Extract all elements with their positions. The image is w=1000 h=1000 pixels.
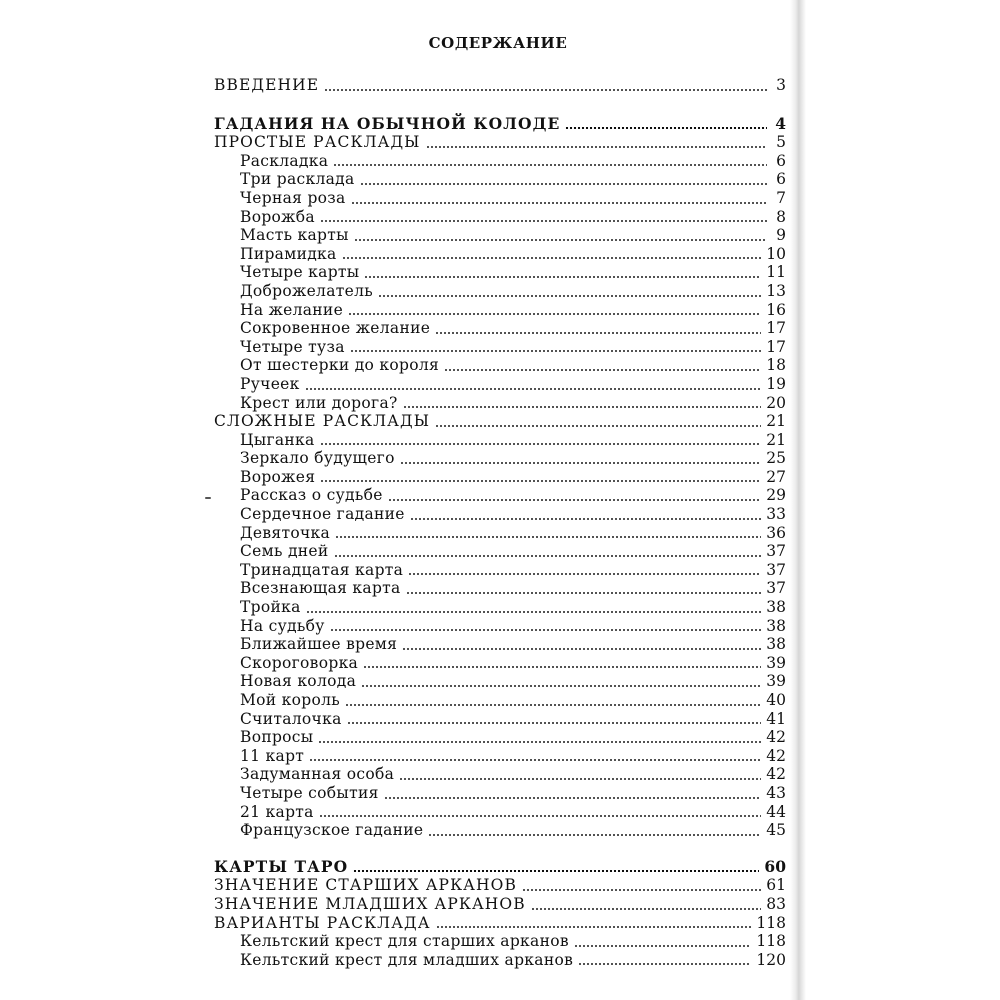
dot-leader: [330, 629, 762, 631]
dot-leader: [565, 127, 767, 129]
toc-page-number: 43: [766, 783, 786, 802]
toc-page-number: 44: [766, 802, 786, 821]
toc-section-entry: [214, 412, 786, 431]
toc-entry: [214, 486, 786, 505]
toc-entry: [214, 542, 786, 561]
toc-entry: [214, 301, 786, 320]
dot-leader: [351, 202, 767, 204]
page-title: СОДЕРЖАНИЕ: [428, 34, 568, 52]
dot-leader: [347, 722, 762, 724]
toc-page-number: 7: [776, 188, 786, 207]
dot-leader: [402, 648, 761, 650]
toc-page-number: 5: [776, 133, 786, 152]
toc-page-number: 41: [766, 709, 786, 728]
toc-entry-title: Ближайшее время: [240, 635, 398, 654]
dot-leader: [426, 146, 768, 148]
toc-entry-title: Мой король: [240, 691, 341, 709]
toc-page-number: 42: [766, 765, 786, 784]
dot-leader: [388, 499, 762, 501]
toc-entry: [214, 468, 786, 487]
toc-entry: [214, 654, 786, 673]
dot-leader: [384, 797, 762, 799]
toc-entry-title: ЗНАЧЕНИЕ МЛАДШИХ АРКАНОВ: [214, 894, 526, 913]
dot-leader: [334, 555, 762, 557]
toc-page-number: 25: [766, 449, 786, 468]
toc-entry: [214, 951, 786, 970]
dot-leader: [436, 926, 752, 928]
dot-leader: [410, 518, 762, 520]
dot-leader: [408, 573, 761, 575]
toc-entry: [214, 710, 786, 729]
toc-entry-title: Скороговорка: [240, 653, 359, 672]
toc-section-entry: [214, 876, 786, 895]
toc-page-number: 17: [766, 319, 786, 338]
toc-page-number: 13: [766, 281, 786, 300]
dot-leader: [306, 611, 762, 613]
toc-entry-title: Ворожея: [240, 467, 316, 486]
dot-leader: [319, 815, 762, 817]
toc-page-number: 45: [766, 821, 786, 840]
toc-page-number: 20: [766, 393, 786, 412]
toc-entry-title: Три расклада: [240, 170, 355, 189]
toc-entry: [214, 319, 786, 338]
toc-page-number: 39: [766, 672, 786, 691]
toc-entry-title: Кельтский крест для старших арканов: [240, 932, 569, 951]
toc-entry-title: Всезнающая карта: [240, 579, 401, 598]
toc-entry-title: Четыре туза: [240, 337, 345, 356]
dot-leader: [378, 295, 761, 297]
toc-entry: [214, 672, 786, 691]
toc-section-entry: [214, 914, 786, 933]
toc-page-number: 17: [766, 337, 786, 356]
toc-section-entry: [214, 895, 786, 914]
toc-entry-title: Пирамидка: [240, 244, 337, 263]
dot-leader: [353, 870, 759, 872]
dot-leader: [354, 239, 767, 241]
toc-page-number: 6: [776, 170, 786, 189]
toc-entry-title: Вопросы: [240, 728, 314, 747]
toc-page-number: 19: [766, 374, 786, 393]
toc-page-number: 18: [766, 356, 786, 375]
toc-page-number: 3: [776, 76, 786, 94]
toc-entry-title: Сокровенное желание: [240, 319, 431, 338]
dot-leader: [361, 685, 761, 687]
dot-leader: [335, 536, 761, 538]
toc-entry: [214, 152, 786, 171]
dot-leader: [333, 164, 767, 166]
dot-leader: [364, 276, 761, 278]
table-of-contents: [214, 76, 786, 969]
toc-entry-title: Сердечное гадание: [240, 505, 405, 524]
dot-leader: [531, 908, 762, 910]
toc-page-number: 37: [766, 560, 786, 579]
toc-entry-title: Тройка: [240, 598, 301, 617]
toc-entry: [214, 932, 786, 951]
toc-entry-title: Тринадцатая карта: [240, 560, 404, 579]
toc-page-number: 38: [766, 598, 786, 617]
dot-leader: [320, 443, 762, 445]
dot-leader: [574, 945, 752, 947]
toc-page-number: 29: [766, 486, 786, 505]
toc-entry: [214, 449, 786, 468]
dot-leader: [309, 759, 761, 761]
toc-entry-title: Четыре события: [240, 783, 379, 802]
toc-entry-title: Масть карты: [240, 226, 349, 245]
toc-page-number: 4: [775, 113, 786, 133]
toc-page-number: 16: [766, 300, 786, 319]
toc-entry: [214, 617, 786, 636]
toc-entry: [214, 338, 786, 357]
toc-entry: [214, 598, 786, 617]
dot-leader: [342, 257, 762, 259]
toc-entry: [214, 635, 786, 654]
toc-entry-title: ВАРИАНТЫ РАСКЛАДА: [214, 913, 431, 932]
toc-entry: [214, 263, 786, 282]
toc-entry-title: Считалочка: [240, 709, 342, 728]
toc-entry: [214, 803, 786, 822]
toc-entry-title: 11 карт: [240, 746, 305, 765]
toc-page-number: 27: [766, 467, 786, 486]
toc-entry-title: Французское гадание: [240, 821, 424, 840]
toc-page-number: 10: [766, 244, 786, 263]
toc-entry-title: ВВЕДЕНИЕ: [214, 76, 320, 94]
dot-leader: [348, 313, 761, 315]
toc-entry: [214, 524, 786, 543]
toc-entry: [214, 375, 786, 394]
toc-page-number: 37: [766, 579, 786, 598]
dot-leader: [406, 592, 762, 594]
dot-leader: [435, 332, 761, 334]
dot-leader: [320, 480, 761, 482]
toc-entry-title: ЗНАЧЕНИЕ СТАРШИХ АРКАНОВ: [214, 876, 517, 895]
toc-page-number: 9: [776, 226, 786, 245]
dot-leader: [324, 89, 767, 91]
toc-entry-title: От шестерки до короля: [240, 356, 440, 375]
toc-section-entry: [214, 115, 786, 134]
toc-entry: [214, 189, 786, 208]
toc-page-number: 40: [766, 691, 786, 709]
toc-page-number: 60: [764, 856, 786, 876]
toc-entry-title: Доброжелатель: [240, 281, 373, 300]
toc-entry: [214, 245, 786, 264]
toc-page-number: 118: [756, 932, 786, 951]
toc-page-number: 36: [766, 523, 786, 542]
dot-leader: [400, 462, 762, 464]
toc-entry-title: Ручеек: [240, 374, 300, 393]
toc-section-entry: [214, 133, 786, 152]
toc-entry-title: Кельтский крест для младших арканов: [240, 950, 574, 969]
toc-entry: [214, 208, 786, 227]
toc-entry: [214, 170, 786, 189]
toc-entry-title: Четыре карты: [240, 263, 360, 282]
dot-leader: [305, 388, 762, 390]
toc-page-number: 83: [766, 894, 786, 913]
toc-entry-title: На желание: [240, 300, 344, 319]
toc-entry: [214, 747, 786, 766]
toc-entry-title: Ворожба: [240, 207, 315, 226]
dot-leader: [399, 778, 761, 780]
toc-entry: [214, 394, 786, 413]
toc-page-number: 38: [766, 635, 786, 654]
dot-leader: [578, 963, 751, 965]
toc-page-number: 39: [766, 653, 786, 672]
toc-page-number: 33: [766, 505, 786, 524]
toc-entry: [214, 691, 786, 710]
dot-leader: [345, 704, 761, 706]
section-spacer: [214, 95, 786, 115]
toc-entry-title: Крест или дорога?: [240, 393, 398, 412]
toc-entry-title: Семь дней: [240, 542, 329, 561]
page-binding-shadow: [790, 0, 806, 1000]
dot-leader: [318, 741, 761, 743]
dot-leader: [363, 666, 761, 668]
toc-page-number: 118: [756, 913, 786, 932]
toc-page-number: 38: [766, 616, 786, 635]
toc-entry: [214, 505, 786, 524]
dot-leader: [360, 183, 767, 185]
toc-page-number: 21: [766, 412, 786, 431]
toc-entry-title: КАРТЫ ТАРО: [214, 856, 349, 876]
dot-leader: [522, 889, 761, 891]
toc-entry-title: На судьбу: [240, 616, 325, 635]
toc-page-number: 42: [766, 746, 786, 765]
toc-entry-title: Рассказ о судьбе: [240, 486, 383, 505]
toc-page-number: 21: [766, 430, 786, 449]
toc-section-entry: [214, 858, 786, 877]
toc-page-number: 37: [766, 542, 786, 561]
toc-entry: [214, 431, 786, 450]
toc-entry: [214, 356, 786, 375]
toc-entry-title: Цыганка: [240, 430, 315, 449]
toc-entry-title: ПРОСТЫЕ РАСКЛАДЫ: [214, 133, 421, 152]
toc-entry-title: СЛОЖНЫЕ РАСКЛАДЫ: [214, 412, 431, 431]
toc-page-number: 42: [766, 728, 786, 747]
toc-page-number: 61: [766, 876, 786, 895]
toc-entry-title: Раскладка: [240, 151, 329, 170]
toc-entry-title: Зеркало будущего: [240, 449, 395, 468]
toc-entry-title: ГАДАНИЯ НА ОБЫЧНОЙ КОЛОДЕ: [214, 113, 561, 133]
dot-leader: [444, 369, 761, 371]
print-smudge: [205, 497, 211, 499]
toc-entry: [214, 579, 786, 598]
toc-page-number: 120: [756, 950, 786, 969]
toc-entry: [214, 765, 786, 784]
toc-entry-title: Черная роза: [240, 188, 346, 207]
toc-section-entry: [214, 76, 786, 95]
toc-entry: [214, 226, 786, 245]
toc-entry-title: Девяточка: [240, 523, 331, 542]
toc-page-number: 11: [766, 263, 786, 282]
toc-entry-title: 21 карта: [240, 802, 314, 821]
toc-entry: [214, 282, 786, 301]
toc-entry-title: Новая колода: [240, 672, 357, 691]
toc-entry: [214, 561, 786, 580]
toc-entry-title: Задуманная особа: [240, 765, 395, 784]
dot-leader: [403, 406, 762, 408]
dot-leader: [350, 350, 761, 352]
toc-entry: [214, 784, 786, 803]
toc-page-number: 6: [776, 151, 786, 170]
dot-leader: [320, 220, 767, 222]
toc-page-number: 8: [776, 207, 786, 226]
toc-entry: [214, 728, 786, 747]
dot-leader: [435, 425, 761, 427]
section-spacer: [214, 840, 786, 858]
dot-leader: [428, 834, 761, 836]
toc-entry: [214, 821, 786, 840]
